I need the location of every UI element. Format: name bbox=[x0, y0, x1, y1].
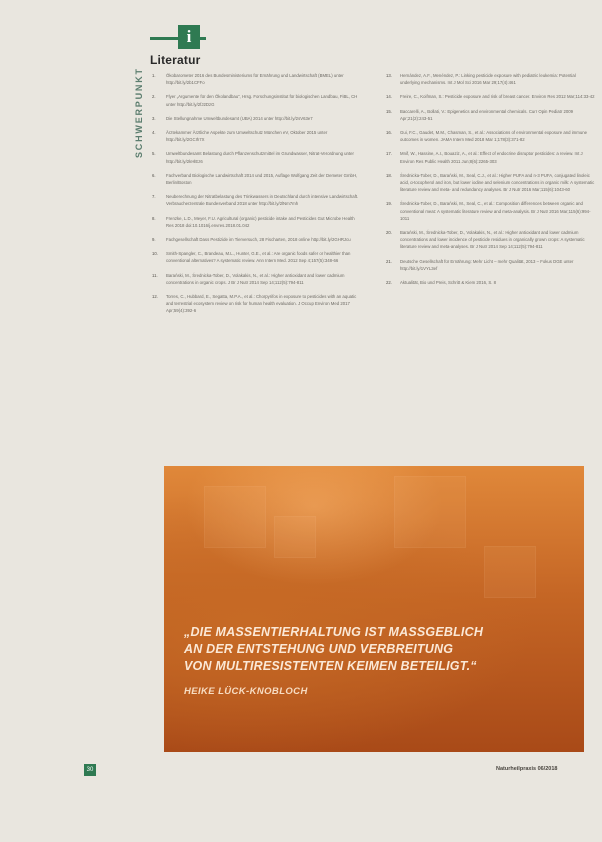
reference-text: Die Stellungnahme Umweltbundesamt (UBA) 2014 unter http://bit.ly/2sV63e7 bbox=[166, 115, 313, 121]
reference-number: 9. bbox=[152, 237, 156, 243]
references-left-column bbox=[152, 72, 362, 322]
reference-number: 4. bbox=[152, 130, 156, 136]
reference-item bbox=[386, 229, 596, 251]
quote-author: HEIKE LÜCK-KNOBLOCH bbox=[184, 686, 308, 697]
reference-text: Fachverband Biologische Landwirtschaft 2014 und 2015, Auflage Wolfgang Zeit der Demeter GmbH, Berlin/Boston bbox=[166, 172, 358, 186]
page-number: 30 bbox=[84, 764, 96, 776]
quote-line: AN DER ENTSTEHUNG UND VERBREITUNG bbox=[184, 642, 454, 656]
reference-item bbox=[386, 279, 596, 286]
banner-decoration bbox=[484, 546, 536, 598]
reference-text: Smith-Spangler, C., Brandeau, M.L., Hunter, G.E., et al.: Are organic foods safer or healthier than conventional alternatives? A systematic review. Ann Intern Med. 2012 Sep 4;157(5):348-66 bbox=[166, 251, 351, 264]
reference-item bbox=[386, 72, 596, 86]
reference-item bbox=[152, 129, 362, 143]
references-right-column bbox=[386, 72, 596, 293]
reference-text: Średnicka-Tober, D., Barański, M., Seal, C.J., et al.: Higher PUFA and n-3 PUFA, conjugated linoleic acid, α-tocopherol and iron, but lower iodine and selenium concentrations in organic milk: A systematic literature review and meta- and redundancy analyses. Br J Nutr 2016 Mar;115(6):1043-60 bbox=[400, 172, 595, 193]
quote-line: „DIE MASSENTIERHALTUNG IST MASSGEBLICH bbox=[184, 625, 484, 639]
page-title: Literatur bbox=[150, 53, 201, 67]
reference-text: Frenzke, L.D., Meyer, F.U. Agricultural (organic) pesticide intake and Pesticides Gut Microbe Health Res 2018 doi:10.1016/j.envres.2018.01.042 bbox=[166, 215, 355, 228]
info-icon: i bbox=[178, 25, 200, 49]
quote-banner bbox=[164, 466, 584, 752]
reference-number: 17. bbox=[386, 151, 392, 157]
reference-item bbox=[152, 250, 362, 264]
reference-number: 20. bbox=[386, 230, 392, 236]
reference-number: 13. bbox=[386, 73, 392, 78]
reference-item bbox=[386, 200, 596, 222]
reference-number: 14. bbox=[386, 94, 392, 100]
reference-text: Barański, M., Średnicka-Tober, D., Volakakis, N., et al.: Higher antioxidant and lower cadmium concentrations in organic crops. J Br J Nutr 2014 Sep 14;112(5):794-811 bbox=[166, 272, 345, 285]
reference-text: Freire, C., Koifman, S.: Pesticide exposure and risk of breast cancer. Environ Res 2012 Mar;114:33-42 bbox=[400, 94, 595, 100]
reference-text: Fachgesellschaft Dass Pestizide im Tierversuch, 28 Fischarten, 2018 online http://bit.ly/2GHRJcu bbox=[166, 237, 351, 243]
reference-item bbox=[152, 115, 362, 122]
reference-item bbox=[152, 72, 362, 86]
journal-name: Naturheilpraxis 06/2018 bbox=[496, 766, 558, 772]
reference-text: Ökobarometer 2016 des Bundesministeriums für Ernährung und Landwirtschaft (BMEL) unter http://bit.ly/2b1CFFo bbox=[166, 73, 344, 86]
reference-text: Hernández, A.F., Menéndez, P.: Linking pesticide exposure with pediatric leukemia: Potential underlying mechanisms. Int J Mol Sci 2016 Mar 29;17(4):461 bbox=[400, 73, 576, 86]
reference-number: 16. bbox=[386, 130, 392, 136]
reference-item bbox=[152, 193, 362, 207]
reference-number: 2. bbox=[152, 94, 156, 100]
reference-number: 3. bbox=[152, 115, 156, 121]
reference-item bbox=[152, 172, 362, 186]
reference-text: Baccarelli, A., Bollati, V.: Epigenetics and environmental chemicals. Curr Opin Pediatr 2009 Apr;21(2):243-51 bbox=[400, 108, 573, 121]
reference-item bbox=[152, 236, 362, 243]
reference-number: 10. bbox=[152, 251, 158, 257]
reference-number: 8. bbox=[152, 215, 156, 221]
reference-number: 19. bbox=[386, 201, 392, 207]
reference-number: 6. bbox=[152, 172, 156, 178]
reference-item bbox=[152, 293, 362, 315]
reference-text: Ärztekammer Ärztliche Aspekte zum Umweltschutz München eV, Oktober 2015 unter http://bit.ly/2GCIh7X bbox=[166, 130, 328, 143]
reference-text: Barański, M., Średnicka-Tober, D., Volakakis, N., et al.: Higher antioxidant and lower cadmium concentrations and lower incidence of pesticide residues in organically grown crops: A systematic literature review and meta-analyses. Br J Nutr 2014 Sep 14;112(5):794-811 bbox=[400, 230, 585, 250]
reference-text: Neuberechnung der Nitratbelastung des Trinkwassers in Deutschland durch intensive Landwirtschaft. Verbraucherzentrale Bundesverband 2018 unter http://bit.ly/2lNm7mh bbox=[166, 194, 359, 207]
reference-number: 1. bbox=[152, 73, 156, 78]
reference-text: Deutsche Gesellschaft für Ernährung: Mehr Licht – mehr Qualität, 2013 – Fokus DGE unter http://bit.ly/1VYL3ef bbox=[400, 258, 574, 271]
reference-number: 18. bbox=[386, 172, 392, 178]
quote-line: VON MULTIRESISTENTEN KEIMEN BETEILIGT.“ bbox=[184, 659, 477, 673]
reference-text: Aktualität, Bio und Preis, Schritt & Kiem 2016, S. 8 bbox=[400, 280, 497, 286]
reference-text: Gui, F.C., Gaudet, M.M., Chasman, S., et al.: Associations of environmental exposure and immune outcomes in women. JAMA Intern Med 2018 Mar 1;178(3):371-82 bbox=[400, 130, 588, 143]
reference-text: Średnicka-Tober, D., Barański, M., Seal, C., et al.: Composition differences between organic and conventional meat: A systematic literature review and meta-analysis. Br J Nutr 2016 Mar;115(6):994-1011 bbox=[400, 201, 591, 221]
reference-item bbox=[386, 108, 596, 122]
banner-decoration bbox=[394, 476, 466, 548]
reference-number: 15. bbox=[386, 108, 392, 114]
reference-number: 7. bbox=[152, 194, 156, 200]
reference-number: 5. bbox=[152, 151, 156, 157]
reference-item bbox=[386, 93, 596, 100]
reference-text: Torres, C., Hubbard, E., Segatta, M.P.A., et al.: Chorpyrifos in exposure to pesticides with an aquatic and terrestrial ecosystem review on risk for human health evaluation. J Occup Environ Med 2017 Apr;59(4):392-6 bbox=[166, 294, 357, 314]
reference-number: 12. bbox=[152, 294, 158, 300]
reference-item bbox=[386, 172, 596, 194]
banner-decoration bbox=[204, 486, 266, 548]
reference-item bbox=[152, 272, 362, 286]
reference-item bbox=[152, 215, 362, 229]
reference-text: Umweltbundesamt Belastung durch Pflanzenschutzmittel im Grundwasser, Nitrat-Verordnung unter http://bit.ly/2kHlEz6 bbox=[166, 151, 354, 164]
reference-number: 21. bbox=[386, 258, 392, 264]
reference-item bbox=[152, 150, 362, 164]
reference-text: Mnif, W., Hassine, A.I., Bouaziz, A., et al.: Effect of endocrine disruptor pesticides: a review. Int J Environ Res Public Health 2011 Jun;8(6):2265-303 bbox=[400, 151, 583, 164]
reference-item bbox=[386, 258, 596, 272]
reference-number: 22. bbox=[386, 280, 392, 286]
section-label: SCHWERPUNKT bbox=[134, 67, 144, 158]
reference-item bbox=[386, 129, 596, 143]
reference-item bbox=[386, 150, 596, 164]
reference-number: 11. bbox=[152, 272, 158, 278]
banner-decoration bbox=[274, 516, 316, 558]
reference-item bbox=[152, 93, 362, 107]
pull-quote bbox=[184, 624, 524, 675]
reference-text: Flyer „Argumente für den Ökolandbau“, Hrsg. Forschungsinstitut für biologischen Landbau, FiBL, CH unter http://bit.ly/2fJ2DzG bbox=[166, 94, 358, 107]
